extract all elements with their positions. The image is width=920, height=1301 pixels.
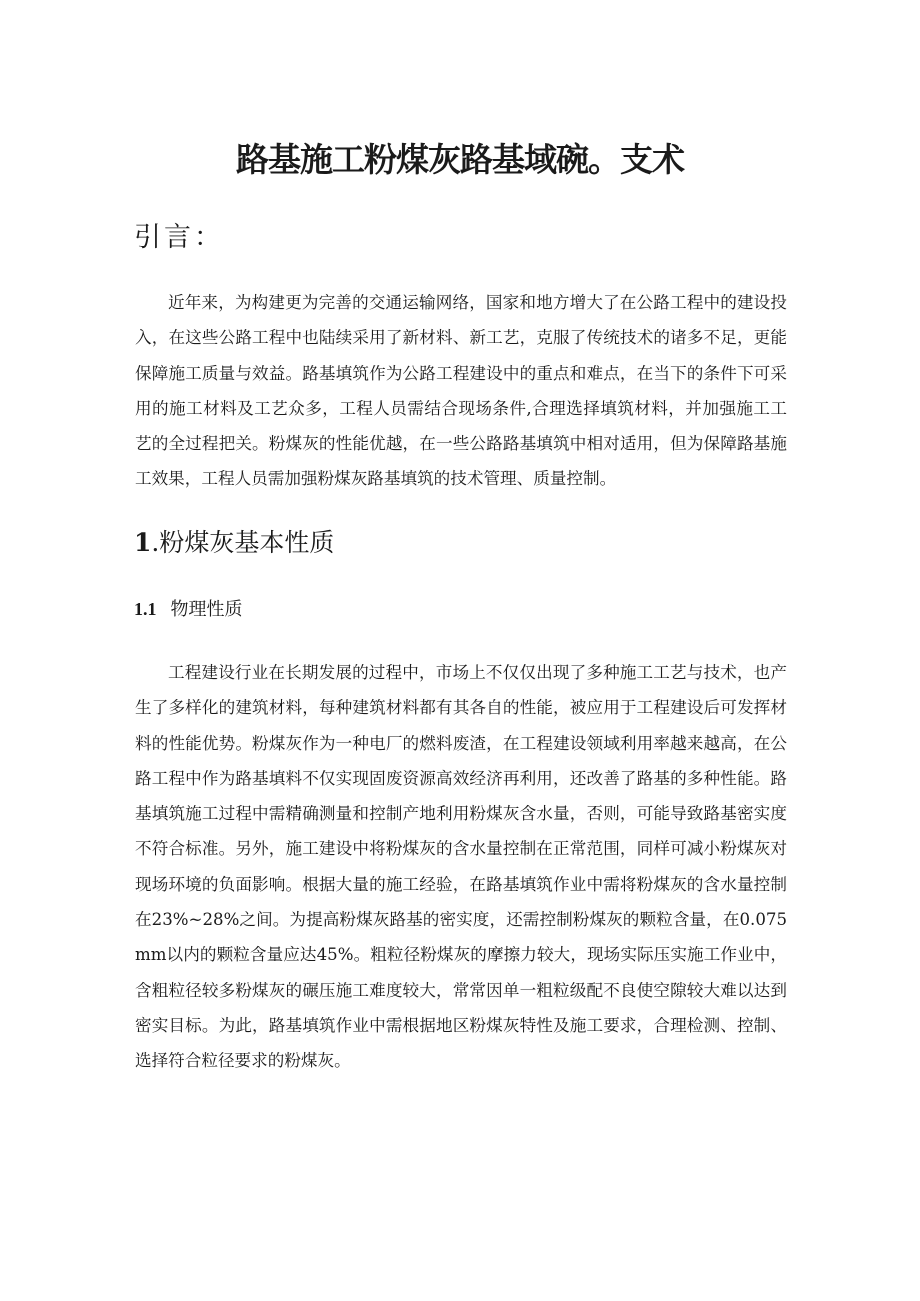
- physical-properties-paragraph: 工程建设行业在长期发展的过程中，市场上不仅仅出现了多种施工工艺与技术，也产生了多样化的建筑材料，每种建筑材料都有其各自的性能，被应用于工程建设后可发挥材料的性能优势。粉煤灰作为一种电厂的燃料废渣，在工程建设领域利用率越来越高，在公路工程中作为路基填料不仅实现固废资源高效经济再利用，还改善了路基的多种性能。路基填筑施工过程中需精确测量和控制产地利用粉煤灰含水量，否则，可能导致路基密实度不符合标准。另外，施工建设中将粉煤灰的含水量控制在正常范围，同样可减小粉煤灰对现场环境的负面影响。根据大量的施工经验，在路基填筑作业中需将粉煤灰的含水量控制在23%~28%之间。为提高粉煤灰路基的密实度，还需控制粉煤灰的颗粒含量，在0.075mm以内的颗粒含量应达45%。粗粒径粉煤灰的摩擦力较大，现场实际压实施工作业中，含粗粒径较多粉煤灰的碾压施工难度较大，常常因单一粗粒级配不良使空隙较大难以达到密实目标。为此，路基填筑作业中需根据地区粉煤灰特性及施工要求，合理检测、控制、选择符合粒径要求的粉煤灰。: [135, 663, 787, 1071]
- intro-heading: 引言：: [134, 222, 224, 253]
- section-1-1-title: 物理性质: [170, 599, 243, 620]
- section-1-1-heading: [134, 594, 243, 625]
- section-1-title: .粉煤灰基本性质: [151, 528, 335, 557]
- document-title: 路基施工粉煤灰路基域碗。支术: [236, 140, 684, 179]
- section-1-number: 1: [134, 528, 152, 557]
- intro-paragraph: 近年来，为构建更为完善的交通运输网络，国家和地方增大了在公路工程中的建设投入，在这些公路工程中也陆续采用了新材料、新工艺，克服了传统技术的诸多不足，更能保障施工质量与效益。路基填筑作为公路工程建设中的重点和难点，在当下的条件下可采用的施工材料及工艺众多，工程人员需结合现场条件,合理选择填筑材料，并加强施工工艺的全过程把关。粉煤灰的性能优越，在一些公路路基填筑中相对适用，但为保障路基施工效果，工程人员需加强粉煤灰路基填筑的技术管理、质量控制。: [135, 293, 787, 489]
- section-1-heading: [134, 525, 334, 561]
- section-1-1-number: 1.1: [134, 599, 157, 619]
